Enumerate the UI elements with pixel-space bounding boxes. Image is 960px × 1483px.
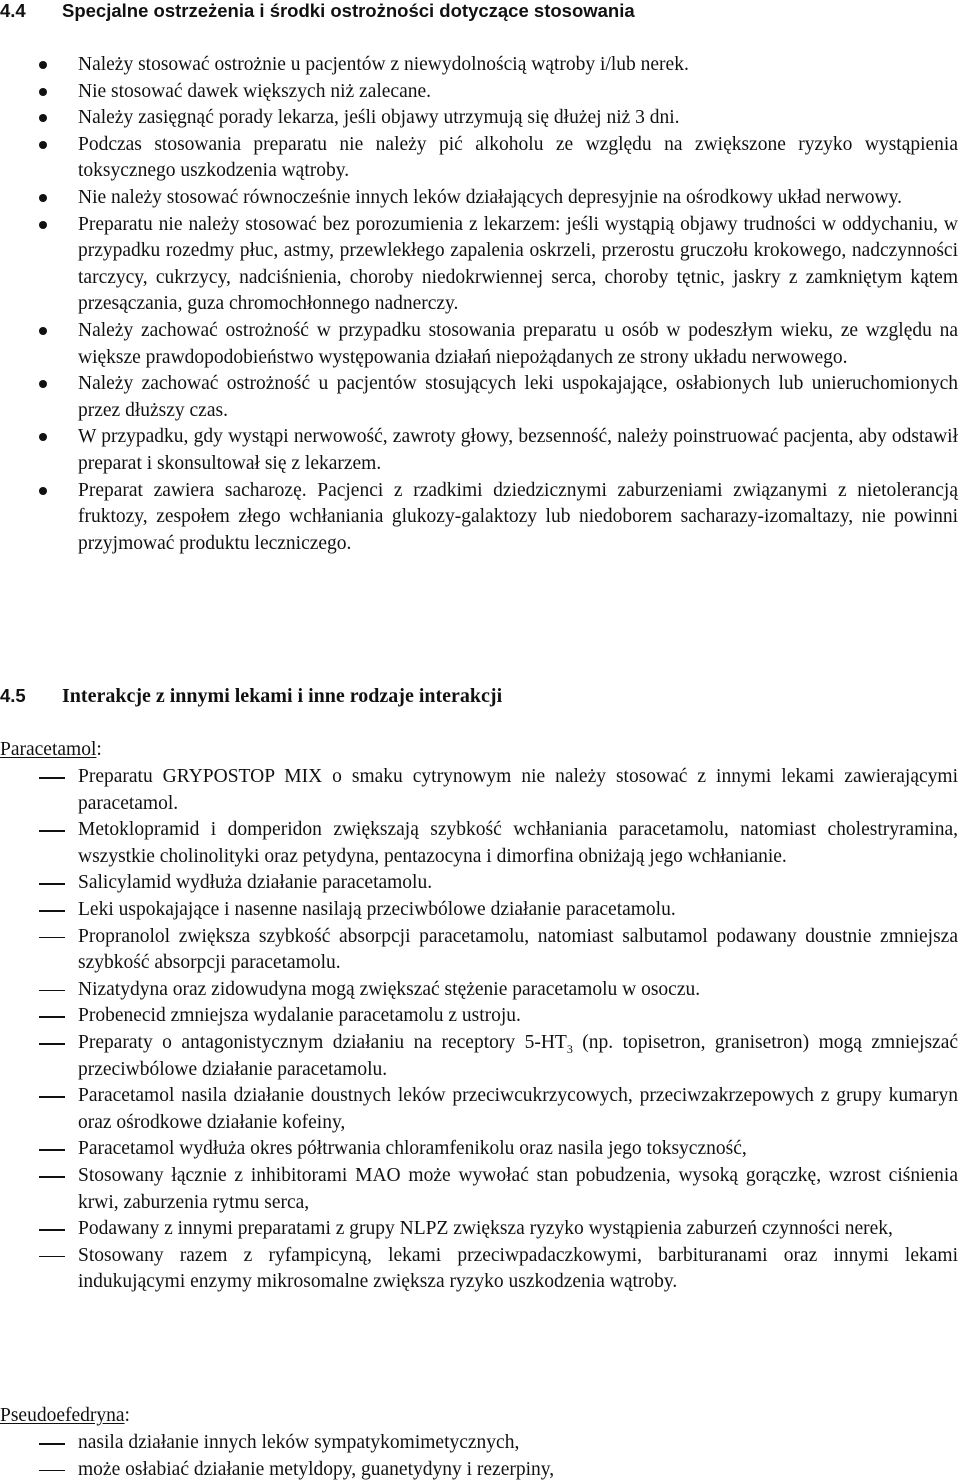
section-44-title: Specjalne ostrzeżenia i środki ostrożności dotyczące stosowania [62, 0, 635, 21]
interaction-item: Stosowany łącznie z inhibitorami MAO może wywołać stan pobudzenia, wysoką gorączkę, wzrost ciśnienia krwi, zaburzenia rytmu serca, [0, 1163, 958, 1216]
warning-item: Należy stosować ostrożnie u pacjentów z niewydolnością wątroby i/lub nerek. [0, 52, 958, 79]
warning-item: Nie stosować dawek większych niż zalecane. [0, 79, 958, 106]
warning-item: W przypadku, gdy wystąpi nerwowość, zawroty głowy, bezsenność, należy poinstruować pacjenta, aby odstawił preparat i skonsultował się z lekarzem. [0, 424, 958, 477]
interaction-item: Nizatydyna oraz zidowudyna mogą zwiększać stężenie paracetamolu w osoczu. [0, 977, 958, 1004]
interaction-item: Probenecid zmniejsza wydalanie paracetamolu z ustroju. [0, 1003, 958, 1030]
warning-item: Nie należy stosować równocześnie innych leków działających depresyjnie na ośrodkowy układ nerwowy. [0, 185, 958, 212]
interaction-item: nasila działanie innych leków sympatykomimetycznych, [0, 1430, 958, 1457]
section-45-title: Interakcje z innymi lekami i inne rodzaje interakcji [62, 685, 503, 707]
interaction-item: Metoklopramid i domperidon zwiększają szybkość wchłaniania paracetamolu, natomiast cholestryramina, wszystkie cholinolityki oraz petydyna, pentazocyna i dimorfina obniżają jego wchłanianie. [0, 817, 958, 870]
interaction-item: Preparatu GRYPOSTOP MIX o smaku cytrynowym nie należy stosować z innymi lekami zawierającymi paracetamol. [0, 764, 958, 817]
interaction-item: Podawany z innymi preparatami z grupy NLPZ zwiększa ryzyko wystąpienia zaburzeń czynności nerek, [0, 1216, 958, 1243]
section-44-number: 4.4 [0, 0, 26, 21]
pseudoefedryna-interactions-list [0, 1430, 958, 1483]
pseudoefedryna-label: Pseudoefedryna: [0, 1405, 130, 1426]
interaction-item: Salicylamid wydłuża działanie paracetamolu. [0, 870, 958, 897]
warnings-list [0, 52, 958, 557]
paracetamol-label: Paracetamol: [0, 739, 102, 760]
interaction-item: Leki uspokajające i nasenne nasilają przeciwbólowe działanie paracetamolu. [0, 897, 958, 924]
interaction-item: Paracetamol nasila działanie doustnych leków przeciwcukrzycowych, przeciwzakrzepowych z grupy kumaryn oraz ośrodkowe działanie kofeiny, [0, 1083, 958, 1136]
warning-item: Należy zachować ostrożność w przypadku stosowania preparatu u osób w podeszłym wieku, ze względu na większe prawdopodobieństwo występowania działań niepożądanych ze strony układu nerwowego. [0, 318, 958, 371]
warning-item: Należy zachować ostrożność u pacjentów stosujących leki uspokajające, osłabionych lub unieruchomionych przez dłuższy czas. [0, 371, 958, 424]
section-45-number: 4.5 [0, 685, 26, 706]
interaction-item: Stosowany razem z ryfampicyną, lekami przeciwpadaczkowymi, barbituranami oraz innymi lekami indukującymi enzymy mikrosomalne zwiększa ryzyko uszkodzenia wątroby. [0, 1243, 958, 1296]
section-45-heading [0, 683, 502, 709]
interaction-item: może osłabiać działanie metyldopy, guanetydyny i rezerpiny, [0, 1457, 958, 1483]
warning-item: Preparat zawiera sacharozę. Pacjenci z rzadkimi dziedzicznymi zaburzeniami związanymi z nietolerancją fruktozy, zespołem złego wchłaniania glukozy-galaktozy lub niedoborem sacharazy-izomaltazy, nie powinni przyjmować produktu leczniczego. [0, 478, 958, 558]
paracetamol-interactions-list [0, 764, 958, 1296]
warning-item: Podczas stosowania preparatu nie należy pić alkoholu ze względu na zwiększone ryzyko wystąpienia toksycznego uszkodzenia wątroby. [0, 132, 958, 185]
warning-item: Preparatu nie należy stosować bez porozumienia z lekarzem: jeśli wystąpią objawy trudności w oddychaniu, w przypadku rozedmy płuc, astmy, przewlekłego zapalenia oskrzeli, przerostu gruczołu krokowego, nadczynności tarczycy, cukrzycy, nadciśnienia, choroby niedokrwiennej serca, choroby tętnic, jaskry z zamkniętym kątem przesączania, guza chromochłonnego nadnerczy. [0, 212, 958, 318]
interaction-item-5ht3: Preparaty o antagonistycznym działaniu na receptory $5-HT_3$ (np. topisetron, granisetron) mogą zmniejszać przeciwbólowe działanie paracetamolu. [0, 1030, 958, 1083]
warning-item: Należy zasięgnąć porady lekarza, jeśli objawy utrzymują się dłużej niż 3 dni. [0, 105, 958, 132]
section-44-heading [0, 0, 635, 23]
interaction-item: Propranolol zwiększa szybkość absorpcji paracetamolu, natomiast salbutamol podawany doustnie zmniejsza szybkość absorpcji paracetamolu. [0, 924, 958, 977]
interaction-item: Paracetamol wydłuża okres półtrwania chloramfenikolu oraz nasila jego toksyczność, [0, 1136, 958, 1163]
